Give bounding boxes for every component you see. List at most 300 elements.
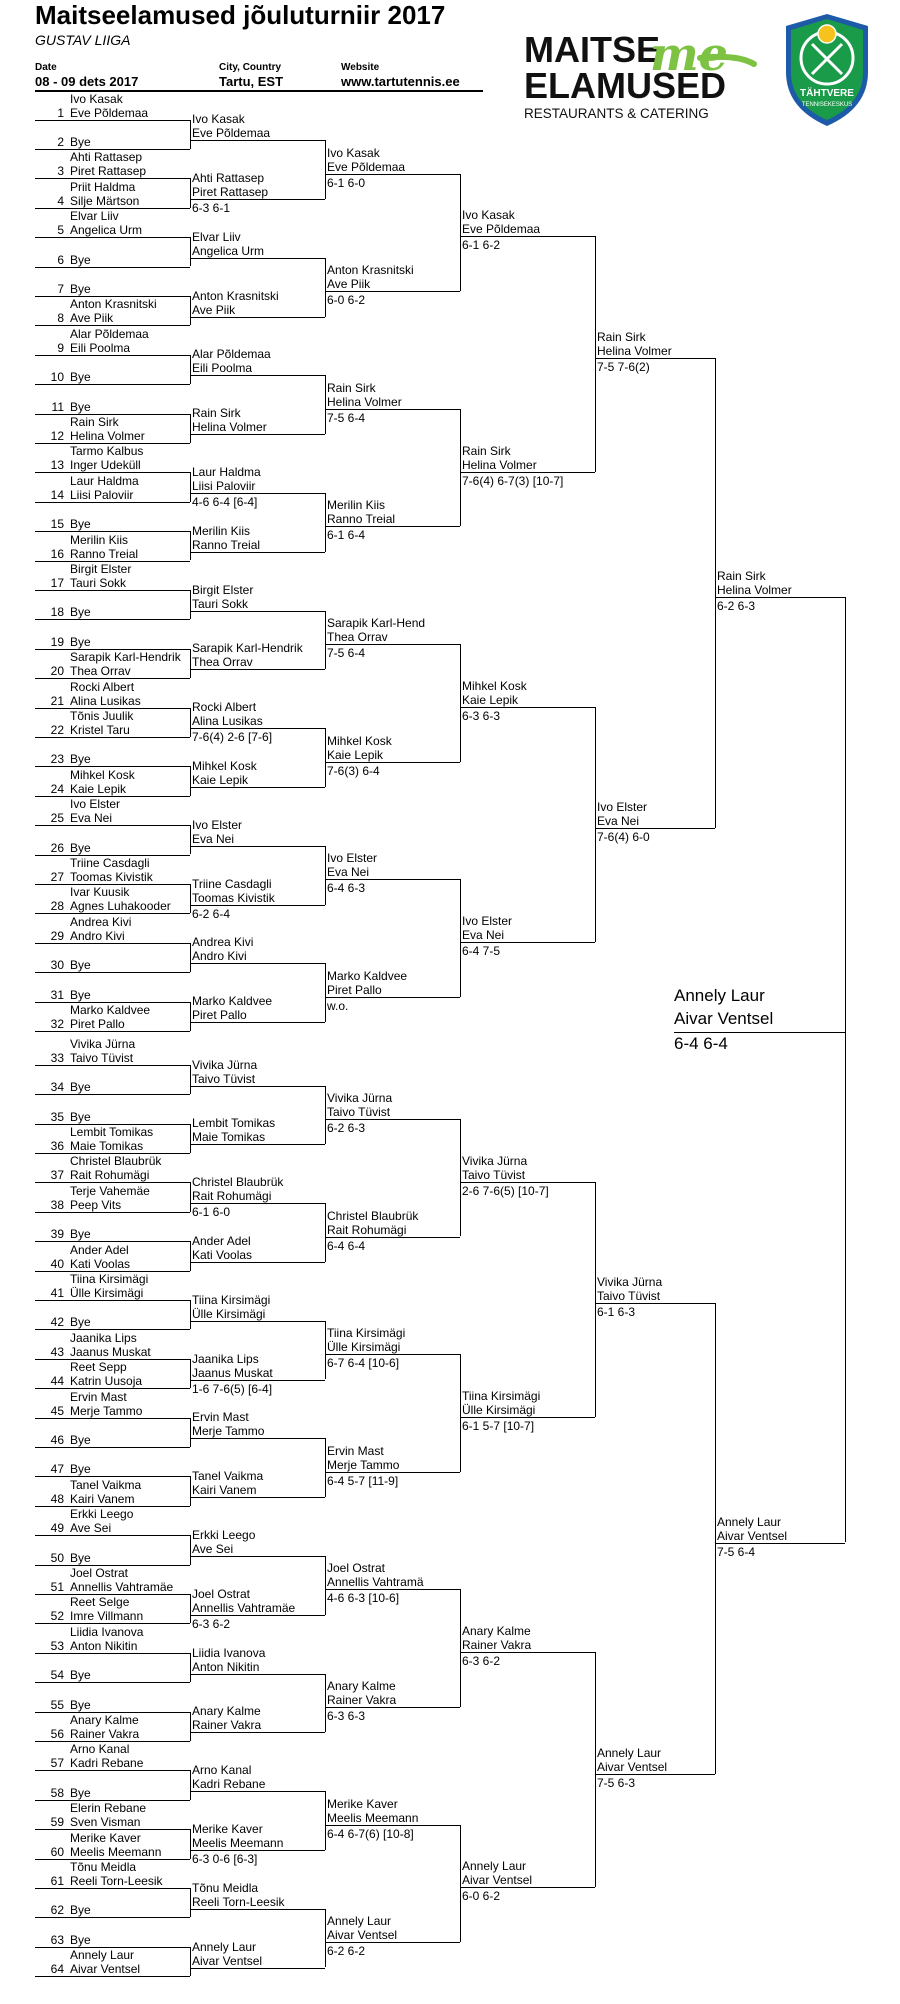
- player-name: Vivika Jürna: [70, 1036, 136, 1051]
- player-name: Anton Nikitin: [192, 1659, 260, 1674]
- draw-connector: [595, 707, 596, 942]
- player-name: Priit Haldma: [70, 179, 136, 194]
- player-name: Rainer Vakra: [327, 1692, 397, 1707]
- player-name: Kristel Taru: [70, 722, 130, 737]
- city-label: City, Country: [219, 62, 282, 73]
- draw-line: [325, 1942, 460, 1943]
- draw-connector: [190, 1418, 191, 1447]
- seed-number: 63: [50, 1932, 64, 1947]
- player-name: Annellis Vahtramäe: [192, 1600, 296, 1615]
- player-name: Ivo Kasak: [192, 112, 245, 127]
- seed-number: 38: [50, 1197, 64, 1212]
- draw-line: [190, 1022, 325, 1023]
- match-score: 6-4 5-7 [11-9]: [327, 1473, 399, 1488]
- player-name: Tõnu Meidla: [70, 1860, 137, 1874]
- seed-number: 2: [57, 134, 64, 149]
- draw-connector: [190, 1888, 191, 1917]
- match-score: 4-6 6-3 [10-6]: [327, 1591, 400, 1606]
- draw-line: [325, 879, 460, 880]
- player-name: Helina Volmer: [597, 344, 672, 358]
- player-name: Erkki Leego: [70, 1507, 134, 1522]
- draw-line: [190, 728, 325, 729]
- player-name: Maie Tomikas: [70, 1139, 144, 1153]
- player-name: Vivika Jürna: [327, 1090, 393, 1105]
- player-name: Annely Laur: [462, 1859, 527, 1874]
- player-name: Ivo Elster: [327, 851, 378, 866]
- match-score: 6-3 0-6 [6-3]: [192, 1851, 258, 1866]
- seed-number: 40: [50, 1256, 64, 1271]
- draw-line: [190, 1380, 325, 1381]
- player-name: Kairi Vanem: [70, 1491, 135, 1506]
- seed-number: 47: [50, 1462, 64, 1477]
- player-name: Ahti Rattasep: [192, 171, 265, 185]
- player-name: Merilin Kiis: [70, 532, 129, 547]
- player-name: Tiina Kirsimägi: [462, 1388, 541, 1403]
- player-name: Piret Pallo: [192, 1008, 247, 1023]
- draw-line: [325, 1707, 460, 1708]
- seed-number: 60: [50, 1844, 64, 1859]
- player-name: Merilin Kiis: [192, 523, 251, 538]
- player-name: Kaie Lepik: [327, 747, 384, 762]
- match-score: 6-1 5-7 [10-7]: [462, 1418, 535, 1433]
- player-name: Kaie Lepik: [462, 692, 519, 707]
- seed-number: 24: [50, 781, 64, 796]
- club-name: TÄHTVERE: [800, 88, 854, 99]
- player-name: Elerin Rebane: [70, 1801, 147, 1816]
- draw-connector: [325, 728, 326, 787]
- player-name: Lembit Tomikas: [70, 1125, 154, 1139]
- player-name: Maie Tomikas: [192, 1130, 266, 1145]
- draw-connector: [595, 1182, 596, 1417]
- player-name: Ülle Kirsimägi: [192, 1306, 266, 1321]
- player-name: Marko Kaldvee: [192, 994, 273, 1009]
- draw-connector: [190, 825, 191, 854]
- page-subtitle: GUSTAV LIIGA: [35, 32, 131, 48]
- seed-number: 9: [57, 340, 64, 355]
- player-name: Merje Tammo: [70, 1403, 143, 1418]
- player-name: Tiina Kirsimägi: [70, 1272, 149, 1286]
- draw-line: [460, 1652, 595, 1653]
- seed-number: 64: [50, 1962, 64, 1977]
- match-score: 6-2 6-3: [717, 599, 756, 614]
- draw-line: [190, 846, 325, 847]
- seed-number: 30: [50, 958, 64, 973]
- seed-number: 57: [50, 1756, 64, 1771]
- seed-number: 27: [50, 869, 64, 884]
- player-name: Merje Tammo: [327, 1457, 400, 1472]
- seed-number: 11: [51, 399, 64, 414]
- player-name: Mihkel Kosk: [327, 733, 392, 748]
- draw-connector: [325, 1321, 326, 1380]
- seed-number: 8: [57, 311, 64, 326]
- draw-line: [35, 267, 190, 268]
- player-name: Rain Sirk: [597, 330, 646, 344]
- bye-label: Bye: [70, 399, 91, 414]
- draw-line: [674, 1032, 845, 1033]
- player-name: Eve Põldemaa: [192, 126, 271, 141]
- logo-word-elamused: ELAMUSED: [524, 65, 727, 106]
- player-name: Ivo Elster: [462, 914, 513, 928]
- player-name: Mihkel Kosk: [192, 759, 257, 773]
- match-score: 6-3 6-3: [327, 1708, 366, 1723]
- player-name: Ave Piik: [70, 311, 114, 326]
- draw-line: [35, 1888, 190, 1889]
- player-name: Reet Selge: [70, 1595, 130, 1610]
- draw-line: [35, 237, 190, 238]
- seed-number: 17: [50, 575, 64, 590]
- player-name: Kadri Rebane: [70, 1756, 144, 1771]
- final-score: 6-4 6-4: [674, 1034, 728, 1053]
- player-name: Merilin Kiis: [327, 498, 386, 513]
- player-name: Annely Laur: [192, 1939, 257, 1954]
- seed-number: 34: [50, 1080, 64, 1095]
- player-name: Eva Nei: [327, 865, 370, 880]
- player-name: Aivar Ventsel: [327, 1928, 398, 1943]
- draw-line: [35, 1653, 190, 1654]
- bye-label: Bye: [70, 1080, 91, 1095]
- player-name: Andro Kivi: [192, 949, 247, 964]
- player-name: Vivika Jürna: [462, 1153, 528, 1168]
- player-name: Taivo Tüvist: [462, 1167, 526, 1182]
- player-name: Ervin Mast: [327, 1443, 384, 1458]
- draw-connector: [325, 1438, 326, 1497]
- match-score: 6-7 6-4 [10-6]: [327, 1356, 400, 1371]
- draw-line: [325, 1119, 460, 1120]
- draw-line: [190, 669, 325, 670]
- draw-connector: [190, 1476, 191, 1505]
- draw-line: [190, 140, 325, 141]
- draw-line: [325, 1825, 460, 1826]
- draw-connector: [190, 1594, 191, 1623]
- player-name: Angelica Urm: [192, 243, 265, 258]
- seed-number: 6: [57, 252, 64, 267]
- draw-line: [595, 828, 715, 829]
- match-score: 6-4 6-3: [327, 881, 366, 896]
- player-name: Piret Rattasep: [70, 164, 147, 179]
- draw-line: [190, 1262, 325, 1263]
- draw-connector: [325, 1791, 326, 1850]
- seed-number: 32: [50, 1016, 64, 1031]
- bye-label: Bye: [70, 605, 91, 620]
- draw-connector: [190, 414, 191, 443]
- draw-connector: [460, 1119, 461, 1237]
- draw-line: [190, 1615, 325, 1616]
- player-name: Eve Põldemaa: [327, 159, 406, 174]
- player-name: Reeli Torn-Leesik: [70, 1874, 163, 1888]
- match-score: 6-4 6-7(6) [10-8]: [327, 1826, 414, 1841]
- player-name: Rocki Albert: [70, 679, 135, 694]
- draw-line: [325, 1237, 460, 1238]
- seed-number: 51: [50, 1580, 64, 1594]
- bye-label: Bye: [70, 281, 91, 296]
- draw-line: [325, 409, 460, 410]
- draw-connector: [190, 884, 191, 913]
- seed-number: 43: [50, 1344, 64, 1359]
- draw-line: [35, 1300, 190, 1301]
- seed-number: 23: [50, 752, 64, 767]
- seed-number: 56: [50, 1727, 64, 1741]
- seed-number: 5: [57, 223, 64, 238]
- player-name: Tauri Sokk: [70, 575, 127, 590]
- player-name: Christel Blaubrük: [192, 1175, 284, 1190]
- bye-label: Bye: [70, 1109, 91, 1124]
- match-score: 6-3 6-1: [192, 201, 231, 215]
- draw-connector: [190, 943, 191, 972]
- match-score: 7-5 7-6(2): [597, 360, 650, 374]
- seed-number: 42: [50, 1315, 64, 1330]
- match-score: 7-6(4) 6-7(3) [10-7]: [462, 473, 564, 488]
- draw-connector: [190, 649, 191, 678]
- match-score: 6-2 6-4: [192, 906, 231, 921]
- seed-number: 19: [50, 634, 64, 649]
- match-score: 1-6 7-6(5) [6-4]: [192, 1381, 273, 1396]
- draw-connector: [190, 1065, 191, 1094]
- bye-label: Bye: [70, 517, 91, 532]
- draw-line: [190, 1674, 325, 1675]
- player-name: Thea Orrav: [327, 630, 388, 644]
- player-name: Anary Kalme: [462, 1624, 531, 1639]
- website-label: Website: [341, 62, 380, 73]
- player-name: Meelis Meemann: [327, 1810, 419, 1825]
- seed-number: 55: [50, 1697, 64, 1712]
- player-name: Alina Lusikas: [192, 714, 263, 729]
- draw-connector: [325, 1674, 326, 1733]
- player-name: Eve Põldemaa: [462, 222, 541, 237]
- seed-number: 25: [50, 811, 64, 826]
- seed-number: 1: [57, 105, 64, 120]
- player-name: Toomas Kivistik: [70, 869, 153, 884]
- draw-line: [35, 825, 190, 826]
- draw-line: [190, 1086, 325, 1087]
- draw-connector: [595, 236, 596, 471]
- seed-number: 41: [50, 1286, 64, 1300]
- draw-line: [460, 1417, 595, 1418]
- player-name: Lembit Tomikas: [192, 1116, 276, 1131]
- player-name: Arno Kanal: [70, 1742, 130, 1757]
- player-name: Ivo Kasak: [327, 145, 380, 160]
- draw-connector: [715, 358, 716, 828]
- draw-line: [190, 1438, 325, 1439]
- player-name: Ander Adel: [70, 1242, 129, 1257]
- player-name: Andrea Kivi: [70, 914, 132, 929]
- match-score: 6-1 6-0: [192, 1205, 231, 1220]
- bye-label: Bye: [70, 134, 91, 149]
- player-name: Ülle Kirsimägi: [462, 1402, 536, 1417]
- player-name: Helina Volmer: [70, 428, 145, 443]
- player-name: Taivo Tüvist: [597, 1289, 661, 1304]
- champion-name: Aivar Ventsel: [674, 1009, 774, 1028]
- player-name: Thea Orrav: [192, 655, 253, 670]
- draw-line: [190, 1909, 325, 1910]
- match-score: 6-3 6-3: [462, 708, 501, 723]
- draw-connector: [595, 1652, 596, 1887]
- draw-connector: [325, 1203, 326, 1262]
- draw-line: [460, 942, 595, 943]
- player-name: Rocki Albert: [192, 700, 257, 715]
- seed-number: 48: [50, 1491, 64, 1506]
- seed-number: 36: [50, 1139, 64, 1153]
- player-name: Ave Sei: [192, 1541, 234, 1556]
- draw-connector: [325, 611, 326, 670]
- draw-line: [190, 258, 325, 259]
- draw-connector: [190, 178, 191, 207]
- player-name: Rain Sirk: [462, 443, 511, 458]
- draw-line: [190, 552, 325, 553]
- draw-line: [35, 1212, 190, 1213]
- draw-line: [35, 590, 190, 591]
- player-name: Anton Krasnitski: [327, 263, 414, 278]
- bye-label: Bye: [70, 987, 91, 1002]
- seed-number: 13: [50, 458, 64, 473]
- player-name: Terje Vahemäe: [70, 1183, 150, 1198]
- player-name: Ranno Treial: [192, 537, 261, 552]
- bye-label: Bye: [70, 1462, 91, 1477]
- page-title: Maitseelamused jõuluturniir 2017: [35, 0, 446, 30]
- player-name: Rait Rohumägi: [327, 1222, 407, 1237]
- draw-connector: [190, 237, 191, 266]
- player-name: Ülle Kirsimägi: [70, 1286, 144, 1300]
- player-name: Rainer Vakra: [462, 1638, 532, 1653]
- draw-line: [325, 762, 460, 763]
- player-name: Taivo Tüvist: [327, 1104, 391, 1119]
- player-name: Ave Sei: [70, 1521, 112, 1536]
- website-value: www.tartutennis.ee: [341, 74, 460, 89]
- seed-number: 53: [50, 1638, 64, 1653]
- bye-label: Bye: [70, 1785, 91, 1800]
- player-name: Laur Haldma: [192, 465, 261, 479]
- seed-number: 28: [50, 899, 64, 914]
- seed-number: 59: [50, 1815, 64, 1830]
- player-name: Arno Kanal: [192, 1763, 252, 1778]
- draw-connector: [190, 296, 191, 325]
- seed-number: 20: [50, 664, 64, 679]
- player-name: Merike Kaver: [327, 1796, 398, 1811]
- seed-number: 61: [50, 1874, 64, 1888]
- draw-line: [35, 972, 190, 973]
- player-name: Annellis Vahtramäe: [70, 1580, 174, 1594]
- draw-line: [35, 619, 190, 620]
- match-score: 7-5 6-4: [327, 646, 366, 660]
- player-name: Rait Rohumägi: [70, 1168, 150, 1183]
- player-name: Aivar Ventsel: [717, 1528, 788, 1543]
- draw-connector: [460, 1825, 461, 1943]
- player-name: Piret Pallo: [327, 982, 382, 997]
- player-name: Mihkel Kosk: [462, 678, 527, 693]
- bye-label: Bye: [70, 252, 91, 267]
- draw-connector: [460, 644, 461, 762]
- draw-connector: [190, 120, 191, 149]
- player-name: Taivo Tüvist: [70, 1050, 134, 1065]
- player-name: Annely Laur: [70, 1948, 135, 1963]
- player-name: Merje Tammo: [192, 1424, 265, 1439]
- draw-line: [460, 707, 595, 708]
- draw-line: [325, 1589, 460, 1590]
- draw-line: [460, 1182, 595, 1183]
- player-name: Rainer Vakra: [70, 1727, 140, 1741]
- draw-line: [715, 597, 845, 598]
- player-name: Ave Piik: [327, 277, 371, 292]
- draw-line: [190, 611, 325, 612]
- match-score: 7-5 6-4: [327, 410, 366, 425]
- draw-connector: [190, 1124, 191, 1153]
- player-name: Kati Voolas: [192, 1247, 253, 1262]
- seed-number: 54: [50, 1668, 64, 1683]
- player-name: Jaanika Lips: [70, 1330, 137, 1345]
- draw-line: [325, 526, 460, 527]
- draw-line: [35, 384, 190, 385]
- player-name: Eili Poolma: [70, 340, 131, 355]
- player-name: Aivar Ventsel: [192, 1953, 263, 1968]
- seed-number: 3: [57, 164, 64, 179]
- draw-connector: [190, 1182, 191, 1211]
- player-name: Sven Visman: [70, 1815, 141, 1830]
- player-name: Rain Sirk: [70, 414, 119, 429]
- player-name: Triine Casdagli: [70, 855, 150, 870]
- match-score: 6-4 6-4: [327, 1238, 366, 1253]
- maitseelamused-logo: [522, 28, 762, 128]
- match-score: 6-1 6-3: [597, 1305, 636, 1320]
- seed-number: 7: [57, 281, 64, 296]
- draw-line: [35, 1447, 190, 1448]
- draw-line: [190, 963, 325, 964]
- player-name: Katrin Uusoja: [70, 1374, 143, 1389]
- match-score: 6-2 6-2: [327, 1944, 366, 1959]
- seed-number: 21: [50, 693, 64, 708]
- seed-number: 29: [50, 928, 64, 943]
- player-name: Tauri Sokk: [192, 596, 249, 611]
- player-name: Silje Märtson: [70, 193, 140, 208]
- player-name: Vivika Jürna: [192, 1057, 258, 1072]
- bye-label: Bye: [70, 1433, 91, 1447]
- draw-connector: [325, 963, 326, 1022]
- seed-number: 49: [50, 1521, 64, 1536]
- player-name: Toomas Kivistik: [192, 890, 275, 905]
- date-label: Date: [35, 62, 57, 73]
- draw-connector: [190, 708, 191, 737]
- player-name: Anary Kalme: [327, 1678, 396, 1693]
- draw-connector: [190, 1300, 191, 1329]
- seed-number: 33: [50, 1050, 64, 1065]
- tahtvere-logo: [782, 12, 872, 128]
- player-name: Reet Sepp: [70, 1360, 127, 1375]
- player-name: Kati Voolas: [70, 1256, 131, 1271]
- player-name: Liisi Paloviir: [192, 479, 256, 493]
- player-name: Liidia Ivanova: [192, 1645, 266, 1660]
- player-name: Meelis Meemann: [70, 1844, 162, 1859]
- match-score: 6-1 6-2: [462, 238, 501, 253]
- player-name: Annely Laur: [327, 1914, 392, 1929]
- logo-tagline: RESTAURANTS & CATERING: [524, 106, 709, 121]
- draw-line: [325, 1354, 460, 1355]
- player-name: Thea Orrav: [70, 664, 131, 679]
- player-name: Aivar Ventsel: [70, 1962, 141, 1977]
- draw-line: [190, 434, 325, 435]
- player-name: Triine Casdagli: [192, 876, 272, 891]
- draw-line: [190, 1203, 325, 1204]
- player-name: Anton Krasnitski: [70, 297, 157, 312]
- logo-mark-me: me: [650, 28, 728, 81]
- player-name: Ahti Rattasep: [70, 150, 143, 165]
- draw-connector: [460, 879, 461, 997]
- player-name: Eva Nei: [192, 831, 235, 846]
- draw-line: [190, 375, 325, 376]
- bye-label: Bye: [70, 1932, 91, 1947]
- seed-number: 14: [50, 487, 64, 502]
- draw-connector: [190, 1712, 191, 1741]
- draw-connector: [190, 355, 191, 384]
- player-name: Joel Ostrat: [192, 1586, 251, 1601]
- draw-line: [325, 644, 460, 645]
